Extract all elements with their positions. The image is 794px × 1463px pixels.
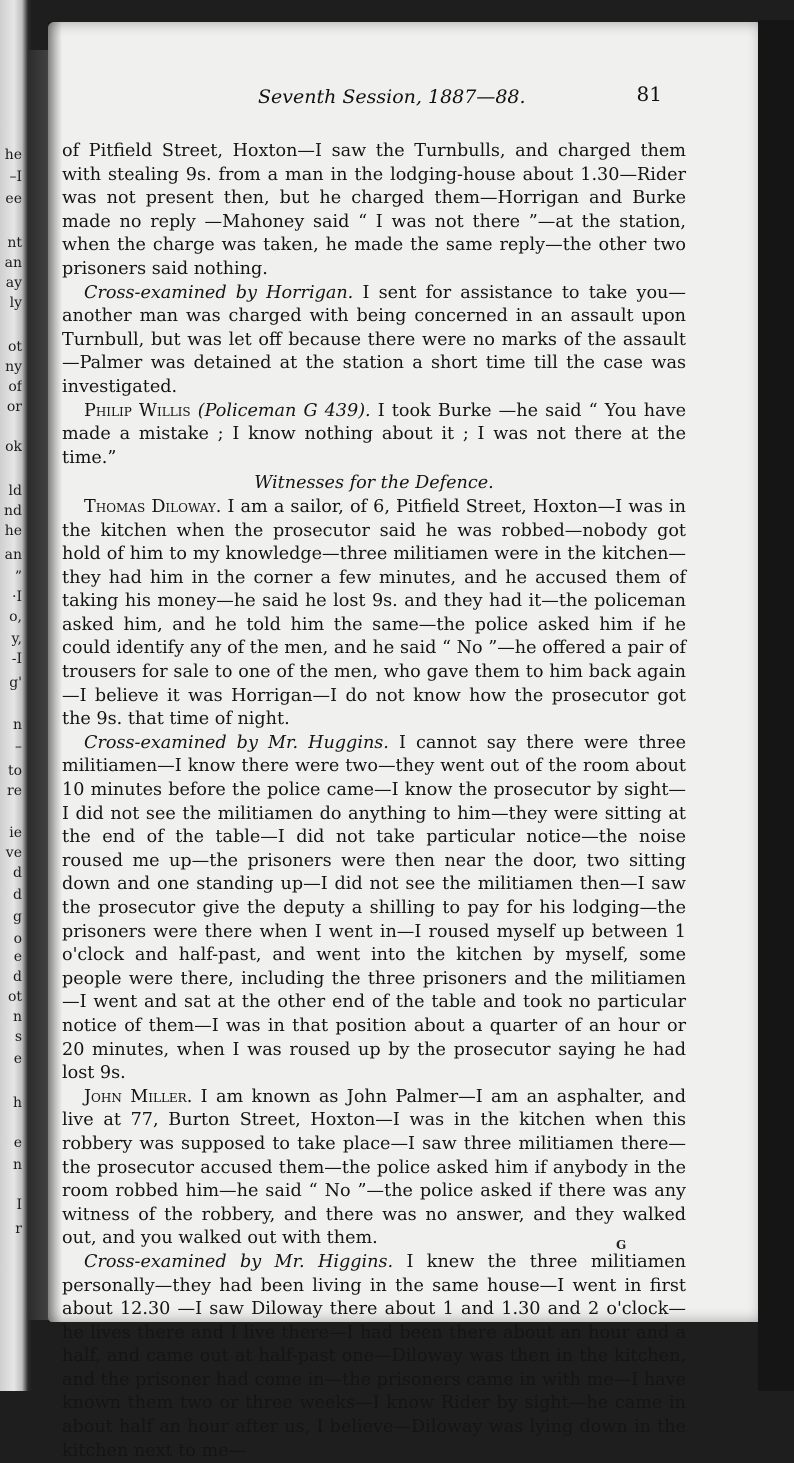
paragraph-text: I am known as John Palmer—I am an asphalter, and live at 77, Burton Street, Hoxton—I was in the kitchen when this robbery was supposed to take place—I saw three militiamen there—the prosecutor accused them—the police asked him if anybody in the room robbed him—he said “ No ”—the police asked if there was any witness of the robbery, and there was no answer, and they walked out, and you walked out with them. <box>62 1086 686 1249</box>
paragraph-cross-examination <box>62 732 686 1086</box>
witness-name: Philip Willis <box>84 400 191 421</box>
facing-page-fragment: nt <box>7 236 22 250</box>
body-text <box>62 140 686 1463</box>
facing-page-fragment: -I <box>11 652 22 666</box>
facing-page-fragment: –I <box>9 170 22 184</box>
paragraph-witness <box>62 400 686 471</box>
section-heading: Witnesses for the Defence. <box>254 473 494 494</box>
cross-examined-lead: Cross-examined by Mr. Higgins. <box>84 1251 394 1272</box>
witness-name: John Miller. <box>84 1086 193 1107</box>
facing-page-fragment: n <box>12 718 22 732</box>
facing-page-fragment: of <box>8 380 22 394</box>
facing-page-fragment: ok <box>5 440 22 454</box>
facing-page-fragment: ve <box>5 846 22 860</box>
paragraph-text: I took Burke —he said “ You have made a mistake ; I know nothing about it ; I was not there at the time.” <box>62 400 686 468</box>
paragraph-cross-examination <box>62 282 686 400</box>
cross-examined-lead: Cross-examined by Horrigan. <box>84 282 354 303</box>
paragraph-text: I knew the three militiamen personally—they had been living in the same house—I went in first about 12.30 —I saw Diloway there about 1 and 1.30 and 2 o'clock—he lives there and I live there—I had been there about an hour and a half, and came out at half-past one—Diloway was then in the kitchen, and the prisoner had come in—the prisoners came in with me—I have known them two or three weeks—I know Rider by sight—he came in about half an hour after us, I believe—Diloway was lying down in the kitchen next to me— <box>62 1251 686 1461</box>
facing-page-fragment: he <box>4 524 22 538</box>
facing-page-fragment: ny <box>5 360 22 374</box>
facing-page-fragment: o, <box>9 610 22 624</box>
witness-name: Thomas Diloway. <box>84 496 222 517</box>
facing-page-fragment: e <box>13 1136 22 1150</box>
facing-page-fragment: an <box>4 548 22 562</box>
paragraph-text: I sent for assistance to take you—another man was charged with being concerned in an assault upon Turnbull, but was let off because there were no marks of the assault—Palmer was detained at the station a short time till the case was investigated. <box>62 282 686 397</box>
facing-page-fragment: g <box>13 910 22 924</box>
facing-page-fragment: g' <box>9 676 22 690</box>
page-number: 81 <box>636 82 662 106</box>
facing-page-fragment: re <box>7 784 22 798</box>
facing-page-fragment: ly <box>9 296 22 310</box>
paragraph-continuation: of Pitfield Street, Hoxton—I saw the Turnbulls, and charged them with stealing 9s. from a man in the lodging-house about 1.30—Rider was not present then, but he charged them—Horrigan and Burke made no reply —Mahoney said “ I was not there ”—at the station, when the charge was taken, he made the same reply—the other two prisoners said nothing. <box>62 141 686 279</box>
signature-mark: G <box>616 1238 627 1252</box>
facing-page-fragment: ld <box>8 484 22 498</box>
facing-page-fragment: s <box>14 1030 22 1044</box>
facing-page-fragment: ot <box>7 340 22 354</box>
paragraph-text: I cannot say there were three militiamen—I know there were two—they went out of the room about 10 minutes before the police came—I know the prosecutor by sight—I did not see the militiamen do anything to him—they were sitting at the end of the table—I did not take particular notice—the noise roused me up—the prisoners were then near the door, two sitting down and one standing up—I did not see the militiamen then—I saw the prosecutor give the deputy a shilling to pay for his lodging—the prisoners were there when I went in—I roused myself up between 1 o'clock and half-past, and went into the kitchen by myself, some people were there, including the three prisoners and the militiamen—I went and sat at the other end of the table and took no particular notice of them—I was in that position about a quarter of an hour or 20 minutes, when I was roused up by the prosecutor saying he had lost 9s. <box>62 732 686 1084</box>
facing-page-fragment: ay <box>5 276 22 290</box>
facing-page-fragment: r <box>15 1222 22 1236</box>
facing-page-fragment: y, <box>11 632 22 646</box>
facing-page-fragment: d <box>13 970 22 984</box>
facing-page-fragment: ot <box>7 990 22 1004</box>
facing-page-fragment: d <box>13 888 22 902</box>
facing-page-fragment: ie <box>9 826 22 840</box>
facing-page-fragment: e <box>13 950 22 964</box>
running-head: Seventh Session, 1887—88. <box>258 86 526 108</box>
facing-page-fragment: e <box>13 1052 22 1066</box>
facing-page-fragment: ·I <box>12 590 22 604</box>
facing-page-fragment: – <box>15 740 22 754</box>
facing-page-fragment: h <box>12 1096 22 1110</box>
paragraph-witness <box>62 1086 686 1251</box>
facing-page-fragment: n <box>12 1158 22 1172</box>
facing-page-fragment: to <box>7 764 22 778</box>
witness-role: (Policeman G 439). <box>190 400 371 421</box>
facing-page-fragment: d <box>13 866 22 880</box>
facing-page-fragment: nd <box>4 504 22 518</box>
paragraph-text: I am a sailor, of 6, Pitfield Street, Hoxton—I was in the kitchen when the prosecutor said he was robbed—nobody got hold of him to my knowledge—three militiamen were in the kitchen—they had him in the corner a few minutes, and he accused them of taking his money—he said he lost 9s. and they had it—the policeman asked him, and he told him the same—the police asked him if he could identify any of the men, and he said “ No ”—he offered a pair of trousers for sale to one of the men, who gave them to him back again—I believe it was Horrigan—I do not know how the prosecutor got the 9s. that time of night. <box>62 496 686 730</box>
facing-page-fragment: an <box>4 256 22 270</box>
facing-page-fragment: ” <box>14 570 22 584</box>
page-edge-shadow <box>758 20 794 1391</box>
paragraph-witness <box>62 496 686 732</box>
facing-page-fragment: I <box>16 1198 22 1212</box>
page-header <box>222 82 662 112</box>
paragraph-cross-examination <box>62 1251 686 1463</box>
cross-examined-lead: Cross-examined by Mr. Huggins. <box>84 732 389 753</box>
facing-page-fragment: he <box>4 148 22 162</box>
facing-page-fragment: or <box>6 400 22 414</box>
facing-page-fragment: n <box>12 1010 22 1024</box>
facing-page-fragment: o <box>13 932 22 946</box>
facing-page-fragment: ee <box>5 192 22 206</box>
